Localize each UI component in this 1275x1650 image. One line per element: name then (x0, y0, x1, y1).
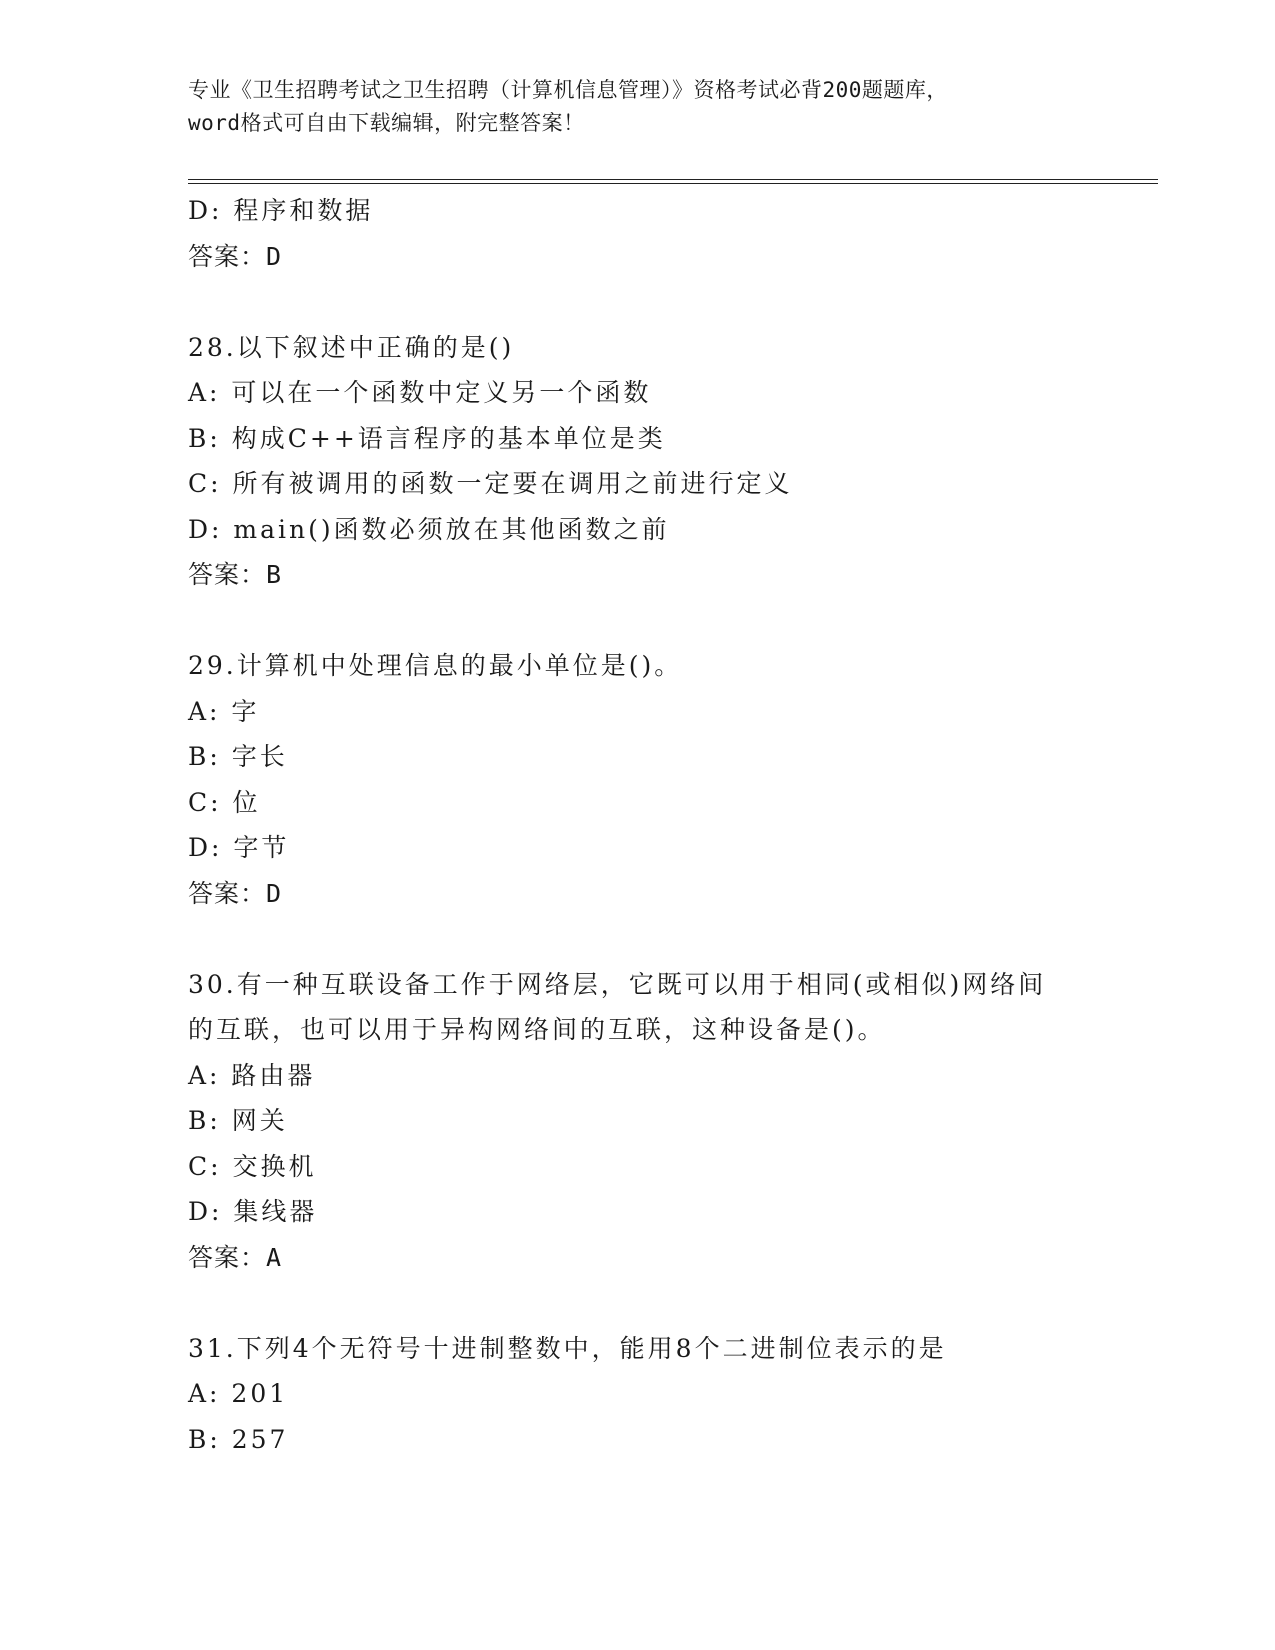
prev-option-d: D: 程序和数据 (188, 196, 374, 225)
question-29-option-a: A: 字 (188, 696, 260, 726)
question-28 (188, 325, 1108, 598)
question-29-option-d: D: 字节 (188, 833, 290, 862)
question-29-stem: 29.计算机中处理信息的最小单位是()。 (188, 651, 683, 680)
spacer (188, 279, 1108, 325)
question-list (188, 188, 1108, 1462)
question-29-answer: 答案：D (188, 878, 283, 908)
question-29-option-c: C: 位 (188, 787, 261, 817)
question-28-answer: 答案：B (188, 560, 283, 589)
header-divider-bottom (188, 183, 1158, 184)
header-divider-top (188, 179, 1158, 180)
question-29 (188, 643, 1108, 916)
header-title-line-2: word格式可自由下载编辑，附完整答案！ (188, 111, 585, 135)
question-30-answer: 答案：A (188, 1242, 283, 1272)
document-header (188, 74, 1088, 140)
question-31-option-b: B: 257 (188, 1424, 289, 1454)
question-30-option-d: D: 集线器 (188, 1197, 318, 1226)
question-28-option-a: A: 可以在一个函数中定义另一个函数 (188, 378, 652, 407)
question-29-option-b: B: 字长 (188, 742, 288, 771)
question-31-stem: 31.下列4个无符号十进制整数中，能用8个二进制位表示的是 (188, 1333, 947, 1363)
question-28-option-b: B: 构成C++语言程序的基本单位是类 (188, 423, 666, 453)
question-28-option-d: D: main()函数必须放在其他函数之前 (188, 514, 670, 544)
question-28-stem: 28.以下叙述中正确的是() (188, 332, 515, 362)
question-30-option-b: B: 网关 (188, 1106, 288, 1135)
spacer (188, 1280, 1108, 1326)
question-31 (188, 1326, 1108, 1463)
spacer (188, 916, 1108, 962)
question-30-option-a: A: 路由器 (188, 1060, 316, 1090)
question-30 (188, 962, 1108, 1281)
question-30-option-c: C: 交换机 (188, 1151, 317, 1181)
spacer (188, 598, 1108, 644)
header-title-line-1: 专业《卫生招聘考试之卫生招聘（计算机信息管理）》资格考试必背200题题库， (188, 78, 948, 102)
prev-answer: 答案：D (188, 241, 283, 271)
question-28-option-c: C: 所有被调用的函数一定要在调用之前进行定义 (188, 469, 793, 498)
question-30-stem-line-2: 的互联，也可以用于异构网络间的互联，这种设备是()。 (188, 1015, 886, 1044)
question-31-option-a: A: 201 (188, 1379, 289, 1408)
question-30-stem-line-1: 30.有一种互联设备工作于网络层，它既可以用于相同(或相似)网络间 (188, 969, 1047, 999)
